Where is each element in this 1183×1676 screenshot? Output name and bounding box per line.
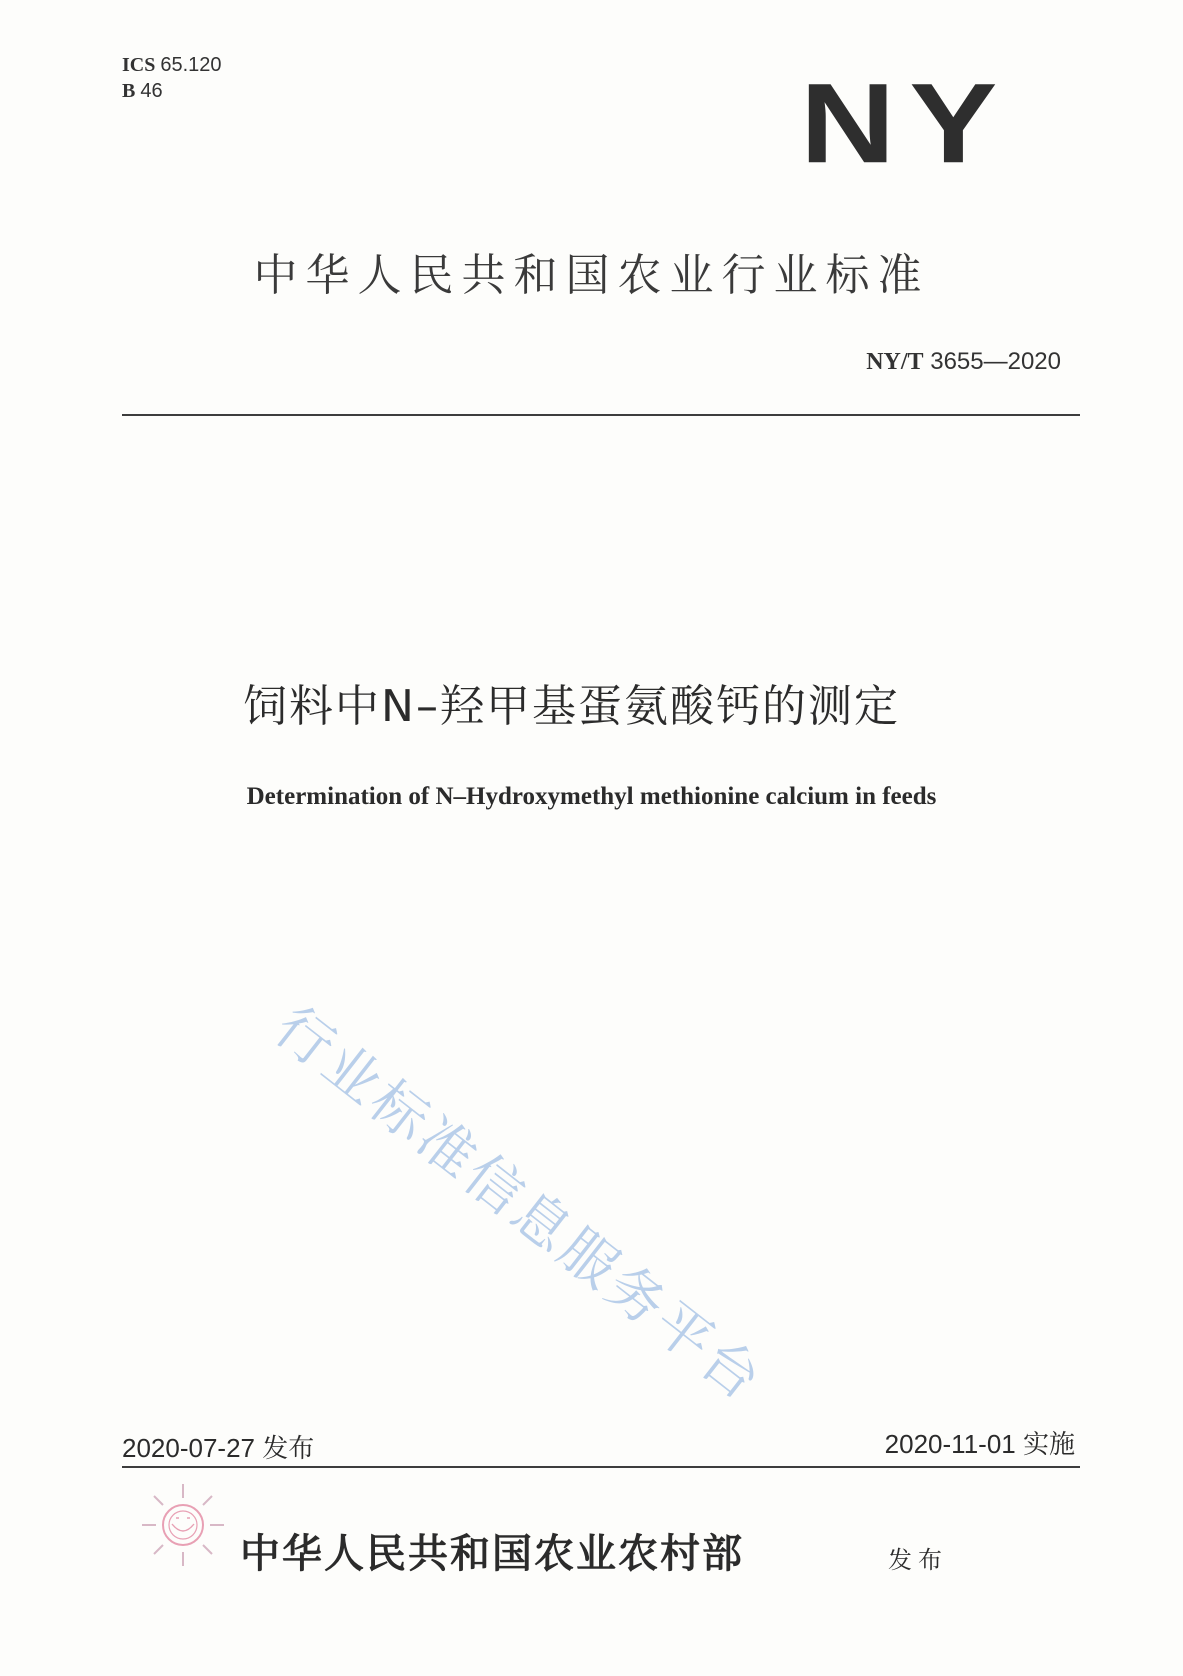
issue-date-label: 发布: [262, 1433, 315, 1463]
ics-value: 65.120: [160, 54, 222, 76]
ccs-label: B: [122, 80, 136, 102]
ccs-code: [122, 78, 222, 104]
ics-code: [122, 52, 222, 78]
publisher-name: 中华人民共和国农业农村部: [240, 1530, 744, 1577]
ministry-emblem-icon: [138, 1480, 228, 1570]
header-divider: [122, 414, 1080, 416]
footer-divider: [122, 1466, 1080, 1468]
ics-label: ICS: [122, 54, 156, 76]
implement-date-value: 2020-11-01: [884, 1429, 1016, 1459]
implement-date: [885, 1424, 1075, 1461]
watermark: 行业标准信息服务平台: [262, 994, 776, 1416]
ny-logo: NY: [800, 59, 1012, 187]
issue-date: [122, 1428, 314, 1465]
publisher-action: 发布: [888, 1546, 948, 1574]
ccs-value: 46: [140, 80, 163, 102]
classification-codes: [122, 52, 222, 104]
standard-category-title: 中华人民共和国农业行业标准: [253, 250, 930, 301]
standard-number-value: 3655—2020: [930, 348, 1061, 375]
issue-date-value: 2020-07-27: [122, 1433, 255, 1463]
implement-date-label: 实施: [1022, 1429, 1075, 1459]
standard-number-prefix: NY/T: [866, 349, 924, 375]
english-title: Determination of N–Hydroxymethyl methionine calcium in feeds: [246, 783, 937, 810]
chinese-title: 饲料中N–羟甲基蛋氨酸钙的测定: [243, 681, 900, 732]
standard-number: [866, 348, 1061, 376]
